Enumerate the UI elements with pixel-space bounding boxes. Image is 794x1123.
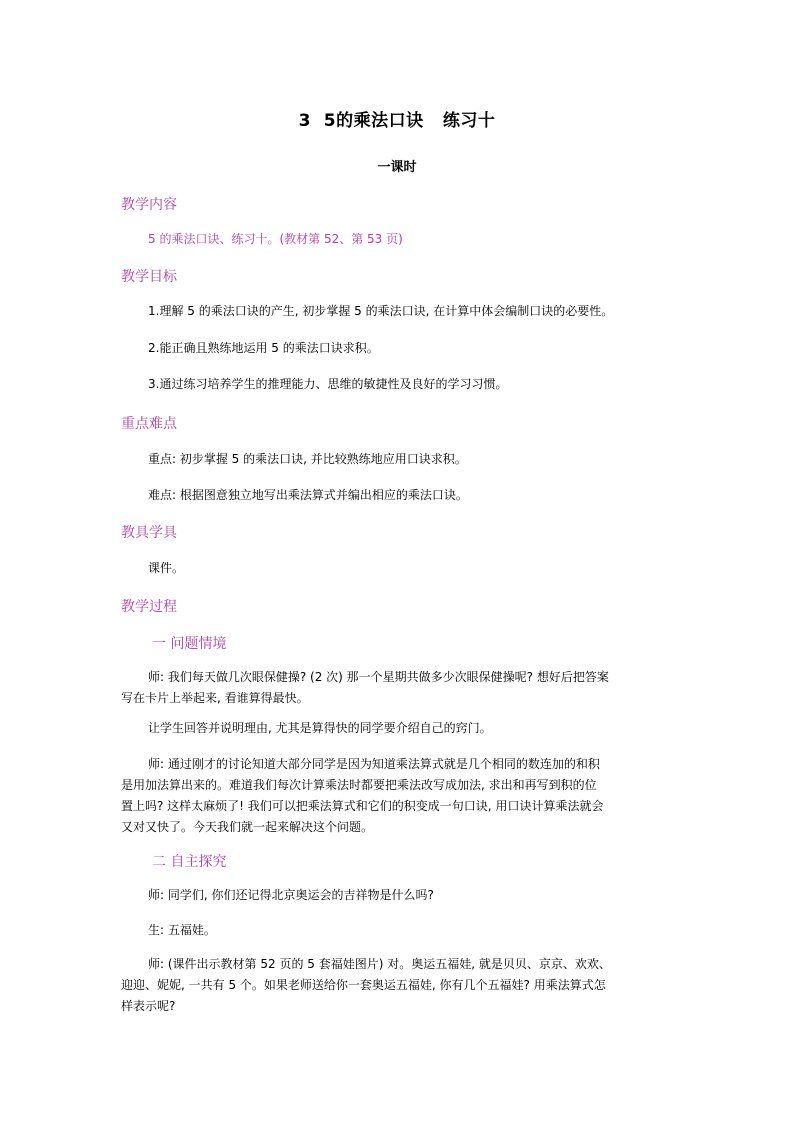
paragraph-p2-3 [121, 954, 681, 1017]
paragraph-p1-2: 让学生回答并说明理由, 尤其是算得快的同学要介绍自己的窍门。 [148, 721, 492, 735]
paragraph-p2-2: 生: 五福娃。 [148, 923, 216, 937]
heading-teaching-content: 教学内容 [121, 197, 177, 213]
text-line: 又对又快了。今天我们就一起来解决这个问题。 [121, 820, 374, 834]
heading-key-points: 重点难点 [121, 416, 177, 432]
text-line: 师: 通过刚才的讨论知道大部分同学是因为知道乘法算式就是几个相同的数连加的和积 [148, 757, 600, 771]
text-line: 写在卡片上举起来, 看谁算得最快。 [121, 691, 309, 705]
heading-teaching-goals: 教学目标 [121, 269, 177, 285]
teaching-content-text: 5 的乘法口诀、练习十。(教材第 52、第 53 页) [148, 232, 403, 246]
text-line: 迎迎、妮妮, 一共有 5 个。如果老师送给你一套奥运五福娃, 你有几个五福娃? 用乘法算式怎 [121, 978, 606, 992]
text-line: 样表示呢? [121, 999, 176, 1013]
paragraph-p2-1: 师: 同学们, 你们还记得北京奥运会的吉祥物是什么吗? [148, 888, 434, 902]
key-point-item-2: 难点: 根据图意独立地写出乘法算式并编出相应的乘法口诀。 [148, 488, 468, 502]
goal-item-3: 3.通过练习培养学生的推理能力、思维的敏捷性及良好的学习习惯。 [148, 377, 508, 391]
heading-tools: 教具学具 [121, 525, 177, 541]
key-point-item-1: 重点: 初步掌握 5 的乘法口诀, 并比较熟练地应用口诀求积。 [148, 452, 467, 466]
text-line: 置上吗? 这样太麻烦了! 我们可以把乘法算式和它们的积变成一句口诀, 用口诀计算乘法就会 [121, 799, 604, 813]
paragraph-p1-3 [121, 754, 681, 838]
goal-item-1: 1.理解 5 的乘法口诀的产生, 初步掌握 5 的乘法口诀, 在计算中体会编制口诀的必要性。 [148, 304, 614, 318]
page-subtitle: 一课时 [377, 160, 417, 175]
text-line: 师: 我们每天做几次眼保健操? (2 次) 那一个星期共做多少次眼保健操呢? 想好后把答案 [148, 670, 609, 684]
page-title: 3 5的乘法口诀 练习十 [298, 111, 496, 131]
heading-part-1: 一 问题情境 [152, 636, 227, 652]
goal-item-2: 2.能正确且熟练地运用 5 的乘法口诀求积。 [148, 341, 379, 355]
paragraph-p1-1 [121, 667, 681, 709]
tools-text: 课件。 [148, 561, 185, 575]
heading-teaching-process: 教学过程 [121, 599, 177, 615]
text-line: 师: (课件出示教材第 52 页的 5 套福娃图片) 对。奥运五福娃, 就是贝贝、京京、欢欢、 [148, 957, 611, 971]
text-line: 是用加法算出来的。难道我们每次计算乘法时都要把乘法改写成加法, 求出和再写到积的位 [121, 778, 597, 792]
heading-part-2: 二 自主探究 [152, 854, 227, 870]
